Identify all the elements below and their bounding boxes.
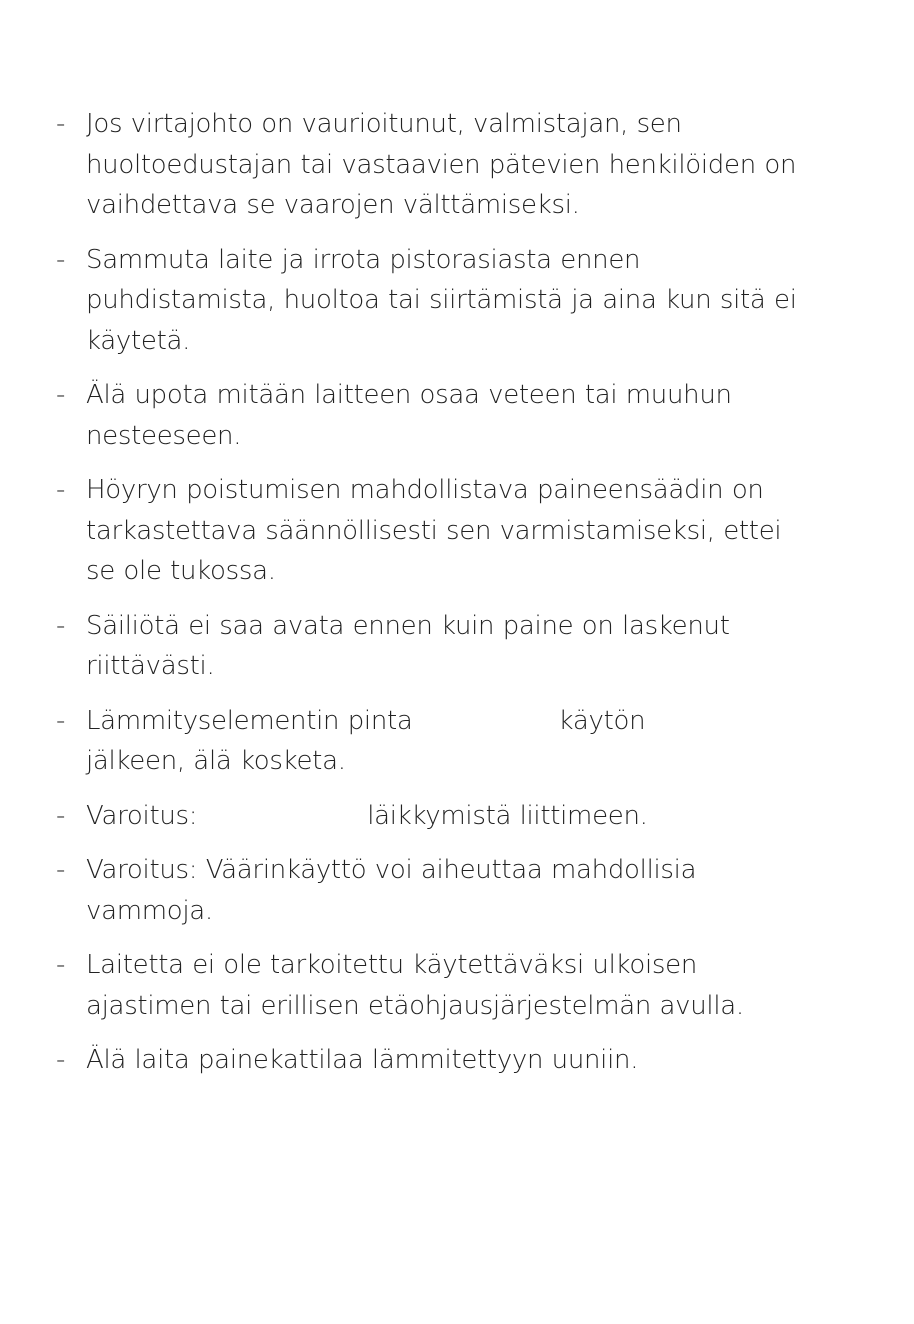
item-line-part: käytön: [558, 705, 646, 736]
item-line: Varoitus: Väärinkäyttö voi aiheuttaa mahdollisia: [86, 855, 697, 885]
list-item-no-immersion: [56, 375, 856, 456]
bullet-dash: -: [56, 109, 66, 139]
list-item-external-timer: [56, 945, 856, 1026]
list-item-heating-element: [56, 701, 856, 782]
list-item-open-container: [56, 606, 856, 687]
bullet-dash: -: [56, 1045, 66, 1075]
bullet-dash: -: [56, 855, 66, 885]
item-line: ajastimen tai erillisen etäohjausjärjestelmän avulla.: [86, 990, 744, 1021]
item-line: tarkastettava säännöllisesti sen varmistamiseksi, ettei: [86, 515, 782, 546]
item-line: Älä laita painekattilaa lämmitettyyn uuniin.: [86, 1045, 639, 1075]
bullet-dash: -: [56, 244, 66, 275]
item-line: puhdistamista, huoltoa tai siirtämistä ja aina kun sitä ei: [86, 285, 797, 315]
item-line: riittävästi.: [86, 651, 215, 681]
item-line: vammoja.: [86, 895, 213, 926]
bullet-dash: -: [56, 475, 66, 505]
list-item-power-cord: [56, 104, 856, 226]
bullet-dash: -: [56, 380, 66, 410]
bullet-dash: -: [56, 950, 66, 980]
bullet-dash: -: [56, 800, 66, 831]
safety-instructions-list: [56, 104, 856, 1095]
item-line: Älä upota mitään laitteen osaa veteen tai muuhun: [86, 380, 732, 410]
list-item-warning-misuse: [56, 850, 856, 931]
list-item-oven: [56, 1040, 856, 1081]
item-line: Säiliötä ei saa avata ennen kuin paine on laskenut: [86, 610, 730, 641]
item-line-part: Lämmityselementin pinta: [86, 705, 413, 736]
item-line: huoltoedustajan tai vastaavien pätevien henkilöiden on: [86, 149, 797, 180]
item-line: nesteeseen.: [86, 420, 242, 451]
item-line: se ole tukossa.: [86, 556, 276, 586]
list-item-unplug: [56, 240, 856, 362]
item-line: Sammuta laite ja irrota pistorasiasta ennen: [86, 244, 641, 275]
item-line: [86, 701, 856, 742]
bullet-dash: -: [56, 705, 66, 736]
item-line: Höyryn poistumisen mahdollistava paineensäädin on: [86, 475, 764, 505]
item-line-part: Varoitus:: [86, 800, 198, 831]
list-item-pressure-regulator: [56, 470, 856, 592]
item-line: [86, 796, 856, 837]
item-line: jälkeen, älä kosketa.: [86, 746, 346, 776]
item-line: Laitetta ei ole tarkoitettu käytettäväksi ulkoisen: [86, 950, 698, 980]
list-item-warning-spill: [56, 796, 856, 837]
item-line-part: läikkymistä liittimeen.: [367, 800, 648, 831]
bullet-dash: -: [56, 610, 66, 641]
item-line: käytetä.: [86, 325, 191, 356]
item-line: Jos virtajohto on vaurioitunut, valmistajan, sen: [86, 109, 682, 139]
item-line: vaihdettava se vaarojen välttämiseksi.: [86, 190, 580, 220]
